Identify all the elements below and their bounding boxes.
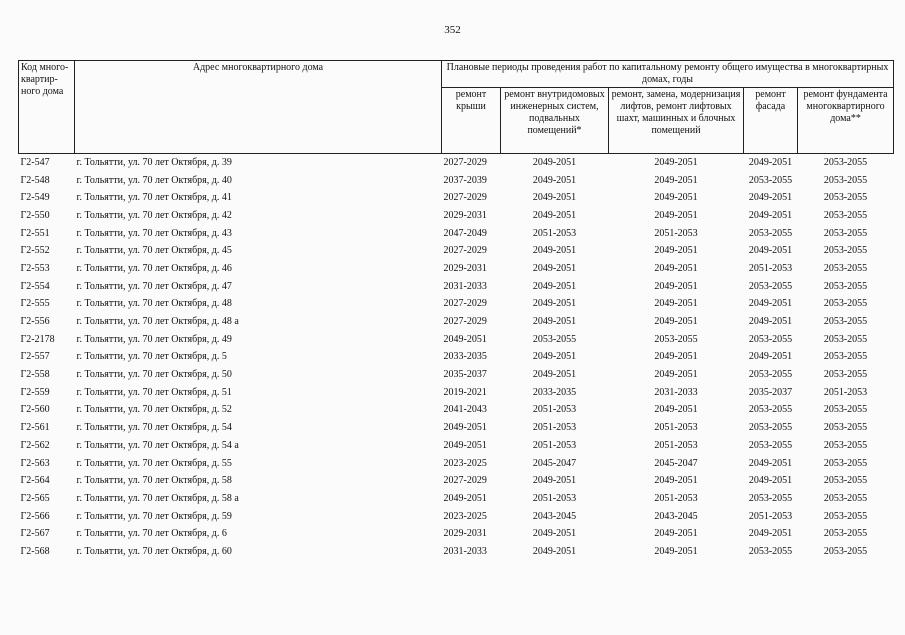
row-systems: 2053-2055 (532, 333, 577, 345)
row-address: г. Тольятти, ул. 70 лет Октября, д. 55 (76, 457, 232, 469)
row-foundation: 2053-2055 (823, 209, 868, 221)
row-lifts: 2051-2053 (654, 227, 698, 239)
row-facade: 2049-2051 (748, 209, 793, 221)
row-lifts: 2049-2051 (654, 298, 698, 310)
row-code: Г2-561 (20, 422, 50, 434)
row-systems: 2051-2053 (532, 492, 577, 504)
row-lifts: 2049-2051 (654, 475, 698, 487)
row-systems: 2049-2051 (532, 245, 577, 257)
row-foundation: 2053-2055 (823, 333, 868, 345)
row-foundation: 2053-2055 (823, 351, 868, 363)
table-row (19, 154, 894, 172)
row-address: г. Тольятти, ул. 70 лет Октября, д. 58 (76, 475, 232, 487)
table-row (19, 242, 894, 260)
row-foundation: 2051-2053 (823, 386, 868, 398)
row-facade: 2053-2055 (748, 492, 793, 504)
row-foundation: 2053-2055 (823, 316, 868, 328)
row-roof: 2019-2021 (443, 386, 487, 398)
table-row (19, 278, 894, 296)
row-facade: 2049-2051 (748, 316, 793, 328)
header-roof: ремонт крыши (442, 88, 501, 154)
row-address: г. Тольятти, ул. 70 лет Октября, д. 41 (76, 192, 232, 204)
table-body (19, 154, 894, 561)
row-address: г. Тольятти, ул. 70 лет Октября, д. 48 а (76, 316, 239, 328)
row-foundation: 2053-2055 (823, 404, 868, 416)
row-foundation: 2053-2055 (823, 280, 868, 292)
row-foundation: 2053-2055 (823, 156, 868, 168)
row-code: Г2-552 (20, 245, 50, 257)
row-foundation: 2053-2055 (823, 369, 868, 381)
row-lifts: 2049-2051 (654, 262, 698, 274)
table-row (19, 296, 894, 314)
table-row (19, 331, 894, 349)
row-address: г. Тольятти, ул. 70 лет Октября, д. 49 (76, 333, 232, 345)
row-lifts: 2049-2051 (654, 545, 698, 557)
row-facade: 2049-2051 (748, 298, 793, 310)
row-facade: 2053-2055 (748, 333, 793, 345)
row-lifts: 2053-2055 (654, 333, 698, 345)
header-code: Код много-квартир-ного дома (19, 61, 75, 154)
row-foundation: 2053-2055 (823, 174, 868, 186)
row-systems: 2051-2053 (532, 439, 577, 451)
row-roof: 2027-2029 (443, 298, 487, 310)
table-row (19, 472, 894, 490)
row-lifts: 2049-2051 (654, 192, 698, 204)
row-facade: 2035-2037 (748, 386, 793, 398)
row-lifts: 2049-2051 (654, 280, 698, 292)
row-code: Г2-554 (20, 280, 50, 292)
row-lifts: 2049-2051 (654, 351, 698, 363)
row-code: Г2-558 (20, 369, 50, 381)
row-code: Г2-548 (20, 174, 50, 186)
row-roof: 2023-2025 (443, 510, 487, 522)
row-foundation: 2053-2055 (823, 475, 868, 487)
row-address: г. Тольятти, ул. 70 лет Октября, д. 52 (76, 404, 232, 416)
table-row (19, 384, 894, 402)
table-row (19, 313, 894, 331)
row-roof: 2031-2033 (443, 545, 487, 557)
row-systems: 2045-2047 (532, 457, 577, 469)
row-code: Г2-560 (20, 404, 50, 416)
row-address: г. Тольятти, ул. 70 лет Октября, д. 48 (76, 298, 232, 310)
row-foundation: 2053-2055 (823, 528, 868, 540)
row-lifts: 2049-2051 (654, 209, 698, 221)
row-code: Г2-568 (20, 545, 50, 557)
row-address: г. Тольятти, ул. 70 лет Октября, д. 5 (76, 351, 227, 363)
table-row (19, 490, 894, 508)
row-roof: 2035-2037 (443, 369, 487, 381)
row-systems: 2049-2051 (532, 528, 577, 540)
row-facade: 2049-2051 (748, 528, 793, 540)
row-address: г. Тольятти, ул. 70 лет Октября, д. 40 (76, 174, 232, 186)
table-row (19, 172, 894, 190)
table-row (19, 508, 894, 526)
row-foundation: 2053-2055 (823, 439, 868, 451)
row-systems: 2049-2051 (532, 192, 577, 204)
row-lifts: 2051-2053 (654, 439, 698, 451)
row-address: г. Тольятти, ул. 70 лет Октября, д. 51 (76, 386, 232, 398)
row-roof: 2027-2029 (443, 192, 487, 204)
header-foundation: ремонт фундамента многоквартирного дома** (798, 88, 894, 154)
row-address: г. Тольятти, ул. 70 лет Октября, д. 54 (76, 422, 232, 434)
capital-repair-table (18, 60, 894, 561)
row-facade: 2049-2051 (748, 245, 793, 257)
row-code: Г2-556 (20, 316, 50, 328)
row-lifts: 2031-2033 (654, 386, 698, 398)
row-foundation: 2053-2055 (823, 245, 868, 257)
row-facade: 2053-2055 (748, 174, 793, 186)
row-code: Г2-551 (20, 227, 50, 239)
table-row (19, 455, 894, 473)
row-facade: 2049-2051 (748, 457, 793, 469)
row-address: г. Тольятти, ул. 70 лет Октября, д. 58 а (76, 492, 239, 504)
row-lifts: 2051-2053 (654, 422, 698, 434)
row-facade: 2053-2055 (748, 369, 793, 381)
row-code: Г2-562 (20, 439, 50, 451)
row-systems: 2049-2051 (532, 369, 577, 381)
row-facade: 2049-2051 (748, 192, 793, 204)
row-foundation: 2053-2055 (823, 192, 868, 204)
header-systems: ремонт внутридомовых инженерных систем, подвальных помещений* (501, 88, 609, 154)
row-systems: 2049-2051 (532, 280, 577, 292)
row-code: Г2-549 (20, 192, 50, 204)
table-row (19, 419, 894, 437)
row-address: г. Тольятти, ул. 70 лет Октября, д. 50 (76, 369, 232, 381)
row-foundation: 2053-2055 (823, 545, 868, 557)
row-facade: 2049-2051 (748, 156, 793, 168)
row-systems: 2049-2051 (532, 174, 577, 186)
table-row (19, 349, 894, 367)
row-systems: 2049-2051 (532, 545, 577, 557)
row-systems: 2051-2053 (532, 227, 577, 239)
row-roof: 2027-2029 (443, 245, 487, 257)
row-foundation: 2053-2055 (823, 298, 868, 310)
row-systems: 2049-2051 (532, 298, 577, 310)
row-lifts: 2043-2045 (654, 510, 698, 522)
row-roof: 2027-2029 (443, 475, 487, 487)
row-lifts: 2049-2051 (654, 369, 698, 381)
row-address: г. Тольятти, ул. 70 лет Октября, д. 59 (76, 510, 232, 522)
row-address: г. Тольятти, ул. 70 лет Октября, д. 54 а (76, 439, 239, 451)
row-code: Г2-550 (20, 209, 50, 221)
row-facade: 2049-2051 (748, 351, 793, 363)
row-address: г. Тольятти, ул. 70 лет Октября, д. 6 (76, 528, 227, 540)
row-foundation: 2053-2055 (823, 262, 868, 274)
row-facade: 2053-2055 (748, 227, 793, 239)
row-code: Г2-565 (20, 492, 50, 504)
row-foundation: 2053-2055 (823, 492, 868, 504)
row-roof: 2027-2029 (443, 316, 487, 328)
row-lifts: 2049-2051 (654, 404, 698, 416)
row-systems: 2049-2051 (532, 262, 577, 274)
row-facade: 2053-2055 (748, 439, 793, 451)
row-roof: 2037-2039 (443, 174, 487, 186)
row-address: г. Тольятти, ул. 70 лет Октября, д. 43 (76, 227, 232, 239)
row-roof: 2049-2051 (443, 439, 487, 451)
row-code: Г2-547 (20, 156, 50, 168)
row-lifts: 2051-2053 (654, 492, 698, 504)
row-roof: 2027-2029 (443, 156, 487, 168)
row-roof: 2029-2031 (443, 262, 487, 274)
row-systems: 2051-2053 (532, 422, 577, 434)
row-facade: 2053-2055 (748, 545, 793, 557)
page-number: 352 (444, 24, 461, 36)
row-code: Г2-553 (20, 262, 50, 274)
row-code: Г2-566 (20, 510, 50, 522)
row-foundation: 2053-2055 (823, 227, 868, 239)
row-systems: 2033-2035 (532, 386, 577, 398)
row-address: г. Тольятти, ул. 70 лет Октября, д. 42 (76, 209, 232, 221)
row-systems: 2043-2045 (532, 510, 577, 522)
header-periods: Плановые периоды проведения работ по капитальному ремонту общего имущества в многоквартирных домах, годы (442, 61, 894, 88)
row-systems: 2049-2051 (532, 475, 577, 487)
header-facade: ремонт фасада (744, 88, 798, 154)
row-roof: 2047-2049 (443, 227, 487, 239)
header-lifts: ремонт, замена, модернизация лифтов, ремонт лифтовых шахт, машинных и блочных помещений (609, 88, 744, 154)
row-address: г. Тольятти, ул. 70 лет Октября, д. 60 (76, 545, 232, 557)
table-row (19, 207, 894, 225)
row-address: г. Тольятти, ул. 70 лет Октября, д. 45 (76, 245, 232, 257)
row-foundation: 2053-2055 (823, 457, 868, 469)
table-row (19, 260, 894, 278)
row-facade: 2049-2051 (748, 475, 793, 487)
row-roof: 2033-2035 (443, 351, 487, 363)
table-row (19, 366, 894, 384)
row-systems: 2049-2051 (532, 156, 577, 168)
row-systems: 2049-2051 (532, 316, 577, 328)
row-address: г. Тольятти, ул. 70 лет Октября, д. 47 (76, 280, 232, 292)
table-row (19, 525, 894, 543)
row-systems: 2049-2051 (532, 209, 577, 221)
row-facade: 2053-2055 (748, 280, 793, 292)
table-row (19, 225, 894, 243)
row-code: Г2-557 (20, 351, 50, 363)
row-foundation: 2053-2055 (823, 422, 868, 434)
row-lifts: 2045-2047 (654, 457, 698, 469)
row-code: Г2-559 (20, 386, 50, 398)
row-lifts: 2049-2051 (654, 174, 698, 186)
row-systems: 2049-2051 (532, 351, 577, 363)
row-lifts: 2049-2051 (654, 245, 698, 257)
row-roof: 2031-2033 (443, 280, 487, 292)
row-foundation: 2053-2055 (823, 510, 868, 522)
row-address: г. Тольятти, ул. 70 лет Октября, д. 39 (76, 156, 232, 168)
row-code: Г2-563 (20, 457, 50, 469)
row-lifts: 2049-2051 (654, 156, 698, 168)
row-code: Г2-2178 (20, 333, 55, 345)
row-roof: 2041-2043 (443, 404, 487, 416)
table-row (19, 402, 894, 420)
row-roof: 2023-2025 (443, 457, 487, 469)
row-lifts: 2049-2051 (654, 316, 698, 328)
row-facade: 2051-2053 (748, 510, 793, 522)
row-code: Г2-564 (20, 475, 50, 487)
row-roof: 2029-2031 (443, 528, 487, 540)
row-roof: 2049-2051 (443, 333, 487, 345)
row-lifts: 2049-2051 (654, 528, 698, 540)
header-address: Адрес многоквартирного дома (75, 61, 442, 154)
row-address: г. Тольятти, ул. 70 лет Октября, д. 46 (76, 262, 232, 274)
table-row (19, 437, 894, 455)
row-code: Г2-555 (20, 298, 50, 310)
row-code: Г2-567 (20, 528, 50, 540)
row-roof: 2049-2051 (443, 492, 487, 504)
table-row (19, 543, 894, 561)
row-systems: 2051-2053 (532, 404, 577, 416)
row-roof: 2029-2031 (443, 209, 487, 221)
row-facade: 2053-2055 (748, 404, 793, 416)
row-facade: 2051-2053 (748, 262, 793, 274)
row-facade: 2053-2055 (748, 422, 793, 434)
table-row (19, 189, 894, 207)
row-roof: 2049-2051 (443, 422, 487, 434)
